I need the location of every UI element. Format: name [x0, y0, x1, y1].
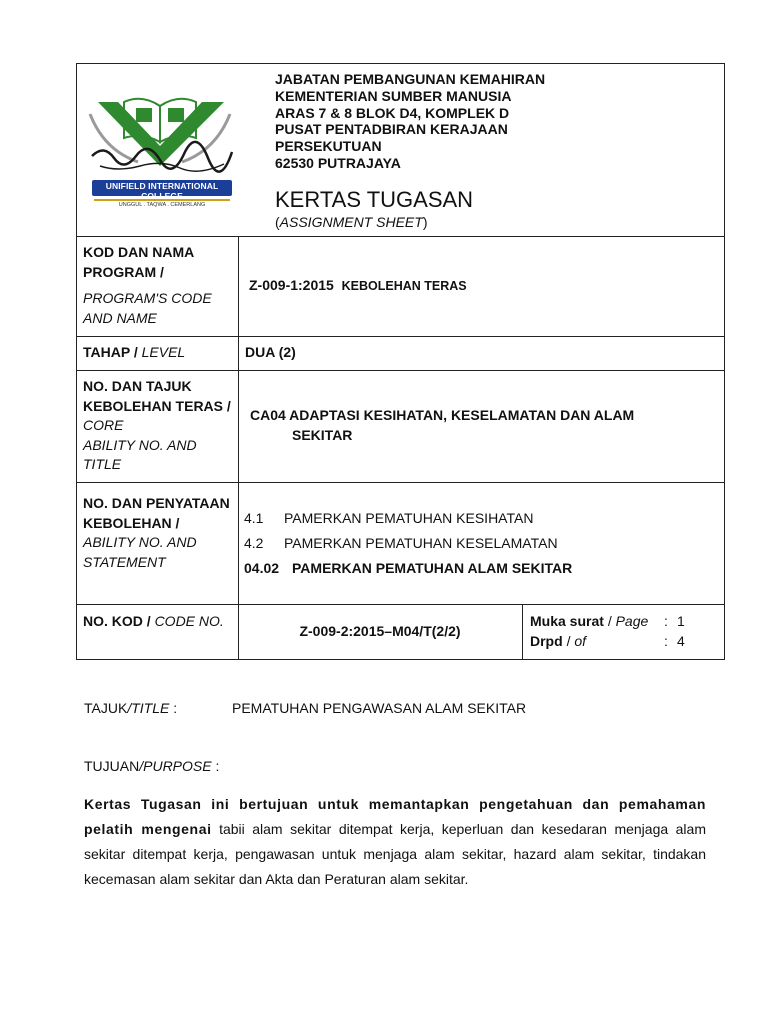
purpose-paragraph: Kertas Tugasan ini bertujuan untuk memantapkan pengetahuan dan pemahaman pelatih mengenai tabii alam sekitar ditempat kerja, keperluan dan kesedaran menjaga alam sekitar ditempat kerja, pengawasan untuk menjaga alam sekitar, hazard alam sekitar, tindakan kecemasan alam sekitar dan Akta dan Peraturan alam sekitar. [84, 796, 706, 887]
list-item: 4.1 PAMERKAN PEMATUHAN KESIHATAN [244, 510, 534, 526]
table-divider [76, 236, 725, 237]
college-logo [84, 80, 240, 220]
ability-statement-label: NO. DAN PENYATAAN KEBOLEHAN / ABILITY NO. AND STATEMENT [83, 495, 230, 570]
list-item: 04.02 PAMERKAN PEMATUHAN ALAM SEKITAR [244, 560, 573, 576]
address-line: 62530 PUTRAJAYA [275, 154, 401, 171]
address-line: KEMENTERIAN SUMBER MANUSIA [275, 87, 512, 104]
page-count [530, 612, 720, 651]
logo-college-name: UNIFIELD INTERNATIONAL COLLEGE [105, 181, 219, 201]
title-label: TAJUK/TITLE : [84, 700, 178, 716]
list-item: 4.2 PAMERKAN PEMATUHAN KESELAMATAN [244, 535, 558, 551]
table-border-bottom [76, 659, 725, 660]
table-divider [76, 482, 725, 483]
address-line: JABATAN PEMBANGUNAN KEMAHIRAN [275, 71, 546, 87]
table-divider [76, 336, 725, 337]
level-value: DUA (2) [245, 344, 296, 360]
table-border-left [76, 63, 77, 660]
agency-address [275, 71, 715, 172]
purpose-label: TUJUAN/PURPOSE : [84, 758, 220, 774]
code-label: NO. KOD / CODE NO. [83, 613, 224, 629]
table-border-top [76, 63, 725, 64]
table-border-right [724, 63, 725, 660]
level-label: TAHAP / LEVEL [83, 344, 186, 360]
code-value: Z-009-2:2015–M04/T(2/2) [299, 623, 461, 639]
table-column-divider [522, 604, 523, 660]
page-total: Drpd / of : 4 [530, 632, 685, 649]
logo-motto: UNGGUL . TAQWA . CEMERLANG [118, 202, 206, 208]
program-value: Z-009-1:2015 KEBOLEHAN TERAS [249, 277, 467, 293]
core-ability-label: NO. DAN TAJUK KEBOLEHAN TERAS / CORE ABILITY NO. AND TITLE [83, 378, 231, 472]
ability-statement-list [244, 509, 714, 584]
address-line: PERSEKUTUAN [275, 138, 382, 155]
address-line: ARAS 7 & 8 BLOK D4, KOMPLEK D [275, 104, 510, 121]
core-ability-value: CA04 ADAPTASI KESIHATAN, KESELAMATAN DAN ALAM SEKITAR [250, 407, 635, 443]
program-label: KOD DAN NAMA PROGRAM / PROGRAM'S CODE AND NAME [83, 244, 212, 326]
table-divider [76, 604, 725, 605]
document-title: KERTAS TUGASAN [275, 187, 474, 212]
table-divider [76, 370, 725, 371]
title-value: PEMATUHAN PENGAWASAN ALAM SEKITAR [232, 700, 527, 716]
table-column-divider [238, 236, 239, 660]
address-line: PUSAT PENTADBIRAN KERAJAAN [275, 121, 508, 138]
document-subtitle: (ASSIGNMENT SHEET) [275, 214, 428, 230]
page-number: Muka surat / Page : 1 [530, 613, 685, 629]
